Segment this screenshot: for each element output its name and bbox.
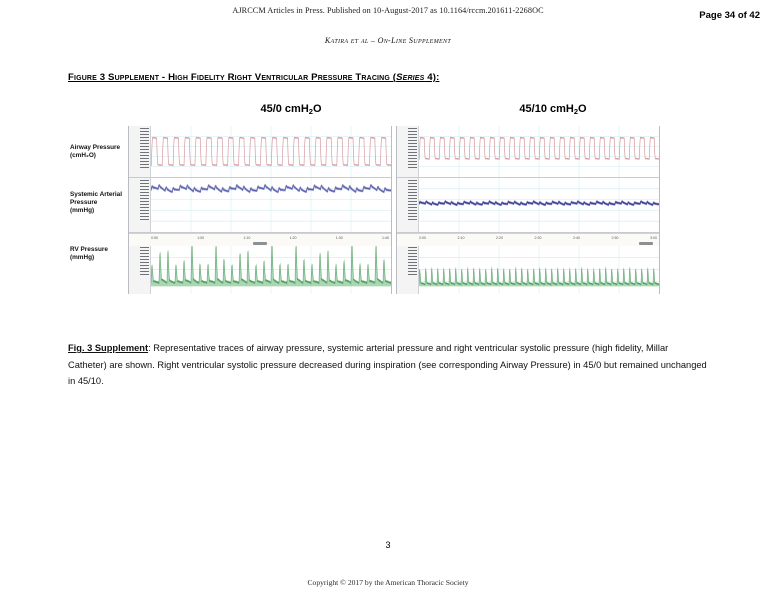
y-axis-tick: [408, 201, 417, 202]
panel-column-45-10: [396, 126, 660, 294]
y-axis-tick: [408, 152, 417, 153]
y-axis-tick: [408, 155, 417, 156]
y-axis-tick: [408, 131, 417, 132]
y-axis-tick: [408, 128, 417, 129]
y-axis-tick: [140, 134, 149, 135]
subscript-two: 2: [308, 107, 313, 116]
y-axis-tick: [408, 216, 417, 217]
running-head: Katira et al – On-Line Supplement: [324, 36, 452, 45]
column-heading-tail: O: [578, 103, 587, 115]
y-axis-tick: [408, 253, 417, 254]
y-axis-tick: [140, 216, 149, 217]
y-axis-tick: [140, 164, 149, 165]
y-axis-tick: [408, 210, 417, 211]
row-label-systemic-arterial-pressure: [70, 191, 132, 216]
row-label-units: (mmHg): [70, 254, 95, 262]
y-axis-tick: [408, 164, 417, 165]
y-axis-tick: [140, 149, 149, 150]
time-tick-label: 1:40: [381, 236, 389, 240]
plot-area: [419, 178, 659, 232]
chart-rv-45-0: [129, 233, 391, 294]
time-axis-labels: [419, 236, 657, 240]
waveform-airway: [419, 126, 659, 177]
caption-lead: Fig. 3 Supplement: [68, 343, 149, 353]
y-axis-tick: [140, 201, 149, 202]
page-number: Page 34 of 42: [699, 10, 760, 21]
figure-title-prefix: Figure 3 Supplement - High Fidelity Right Ventricular Pressure Tracing (: [68, 72, 397, 83]
y-axis-tick: [140, 152, 149, 153]
figure-title: [68, 72, 439, 83]
time-tick-label: 2:10: [457, 236, 465, 240]
waveform-arterial-svg: [419, 178, 659, 232]
y-axis-tick: [140, 195, 149, 196]
y-axis-tick: [140, 198, 149, 199]
waveform-airway-svg: [419, 126, 659, 177]
row-label-units: (mmHg): [70, 207, 95, 215]
y-axis-tick: [140, 143, 149, 144]
figure-title-series: Series: [396, 72, 425, 83]
y-axis-ticks: [140, 128, 149, 175]
time-tick-label: 2:00: [419, 236, 426, 240]
y-axis-tick: [140, 219, 149, 220]
row-label-line: Systemic Arterial: [70, 191, 122, 198]
chart-arterial-45-0: [129, 178, 391, 233]
y-axis-gutter: [397, 178, 419, 232]
caption-body: : Representative traces of airway pressure, systemic arterial pressure and right ventricular systolic pressure (high fidelity, Millar Catheter) are shown. Right ventricular systolic pressure decreased during inspiration (see corresponding Airway Pressure) in 45/0 but remained unchanged in 45/10.: [68, 343, 707, 386]
row-label-rv-pressure: [70, 246, 132, 262]
y-axis-ticks: [408, 180, 417, 230]
y-axis-tick: [408, 146, 417, 147]
figure-title-suffix: 4):: [424, 72, 440, 83]
y-axis-tick: [408, 195, 417, 196]
y-axis-tick: [140, 262, 149, 263]
y-axis-tick: [140, 250, 149, 251]
y-axis-tick: [408, 134, 417, 135]
scroll-thumb[interactable]: [639, 242, 653, 245]
y-axis-tick: [140, 207, 149, 208]
y-axis-tick: [140, 213, 149, 214]
y-axis-tick: [140, 189, 149, 190]
waveform-arterial: [151, 178, 391, 232]
time-axis-labels: [151, 236, 389, 240]
y-axis-tick: [408, 161, 417, 162]
column-heading-45-0: [196, 103, 386, 116]
column-heading-tail: O: [312, 103, 322, 115]
plot-area: [151, 178, 391, 232]
time-tick-label: 1:20: [289, 236, 297, 240]
time-tick-label: 1:10: [243, 236, 251, 240]
time-axis-45-10: [397, 233, 659, 246]
row-label-units: (cmH₂O): [70, 152, 96, 160]
waveform-arterial-svg: [151, 178, 391, 232]
y-axis-tick: [408, 186, 417, 187]
chart-airway-45-0: [129, 126, 391, 178]
y-axis-tick: [140, 158, 149, 159]
chart-arterial-45-10: [397, 178, 659, 233]
column-heading-text: 45/0 cmH: [260, 103, 309, 115]
y-axis-tick: [140, 131, 149, 132]
y-axis-tick: [408, 204, 417, 205]
y-axis-tick: [408, 271, 417, 272]
row-label-line: RV Pressure: [70, 246, 108, 253]
y-axis-tick: [408, 213, 417, 214]
y-axis-tick: [408, 137, 417, 138]
y-axis-tick: [140, 161, 149, 162]
y-axis-tick: [408, 167, 417, 168]
y-axis-tick: [408, 265, 417, 266]
y-axis-tick: [408, 143, 417, 144]
y-axis-tick: [140, 268, 149, 269]
y-axis-tick: [140, 210, 149, 211]
chart-airway-45-10: [397, 126, 659, 178]
y-axis-tick: [140, 183, 149, 184]
figure-caption: [68, 340, 708, 390]
y-axis-tick: [140, 180, 149, 181]
y-axis-tick: [408, 274, 417, 275]
time-tick-label: 3:00: [650, 236, 657, 240]
time-tick-label: 2:50: [611, 236, 619, 240]
y-axis-tick: [408, 180, 417, 181]
subscript-two: 2: [573, 107, 579, 116]
time-tick-label: 2:30: [534, 236, 542, 240]
y-axis-tick: [408, 256, 417, 257]
y-axis-tick: [140, 186, 149, 187]
waveform-airway: [151, 126, 391, 177]
y-axis-tick: [408, 247, 417, 248]
y-axis-tick: [408, 268, 417, 269]
y-axis-tick: [140, 271, 149, 272]
y-axis-tick: [408, 250, 417, 251]
y-axis-tick: [140, 137, 149, 138]
y-axis-tick: [140, 256, 149, 257]
y-axis-tick: [408, 183, 417, 184]
y-axis-tick: [140, 155, 149, 156]
column-heading-text: 45/10 cmH: [519, 103, 574, 115]
time-tick-label: 0:50: [151, 236, 158, 240]
plot-area: [151, 126, 391, 177]
row-label-line: Airway Pressure: [70, 144, 121, 151]
column-heading-45-10: [458, 103, 648, 116]
page-folio: 3: [385, 540, 391, 550]
time-tick-label: 2:20: [496, 236, 503, 240]
y-axis-gutter: [397, 126, 419, 177]
time-tick-label: 2:40: [573, 236, 580, 240]
time-axis-45-0: [129, 233, 391, 246]
y-axis-tick: [408, 262, 417, 263]
y-axis-tick: [140, 167, 149, 168]
press-line: AJRCCM Articles in Press. Published on 10-August-2017 as 10.1164/rccm.201611-2268OC: [232, 6, 544, 15]
waveform-arterial: [419, 178, 659, 232]
time-tick-label: 1:30: [335, 236, 343, 240]
panel-column-45-0: [128, 126, 392, 294]
y-axis-gutter: [129, 126, 151, 177]
y-axis-tick: [140, 128, 149, 129]
y-axis-tick: [140, 204, 149, 205]
plot-area: [419, 126, 659, 177]
copyright-notice: Copyright © 2017 by the American Thoracic Society: [307, 578, 469, 587]
y-axis-tick: [140, 247, 149, 248]
chart-rv-45-10: [397, 233, 659, 294]
y-axis-tick: [408, 140, 417, 141]
y-axis-tick: [140, 140, 149, 141]
y-axis-gutter: [129, 178, 151, 232]
y-axis-tick: [408, 158, 417, 159]
y-axis-tick: [408, 149, 417, 150]
tracing-figure: [128, 126, 660, 294]
y-axis-tick: [140, 259, 149, 260]
row-label-airway-pressure: [70, 144, 132, 160]
y-axis-tick: [140, 192, 149, 193]
y-axis-tick: [408, 189, 417, 190]
y-axis-tick: [140, 253, 149, 254]
y-axis-tick: [140, 146, 149, 147]
y-axis-ticks: [140, 180, 149, 230]
y-axis-tick: [408, 259, 417, 260]
y-axis-tick: [140, 265, 149, 266]
y-axis-tick: [408, 198, 417, 199]
waveform-airway-svg: [151, 126, 391, 177]
row-label-line: Pressure: [70, 199, 98, 207]
y-axis-tick: [408, 207, 417, 208]
y-axis-tick: [140, 274, 149, 275]
time-tick-label: 1:00: [197, 236, 205, 240]
y-axis-ticks: [408, 128, 417, 175]
y-axis-tick: [408, 192, 417, 193]
scroll-thumb[interactable]: [253, 242, 267, 245]
y-axis-tick: [408, 219, 417, 220]
